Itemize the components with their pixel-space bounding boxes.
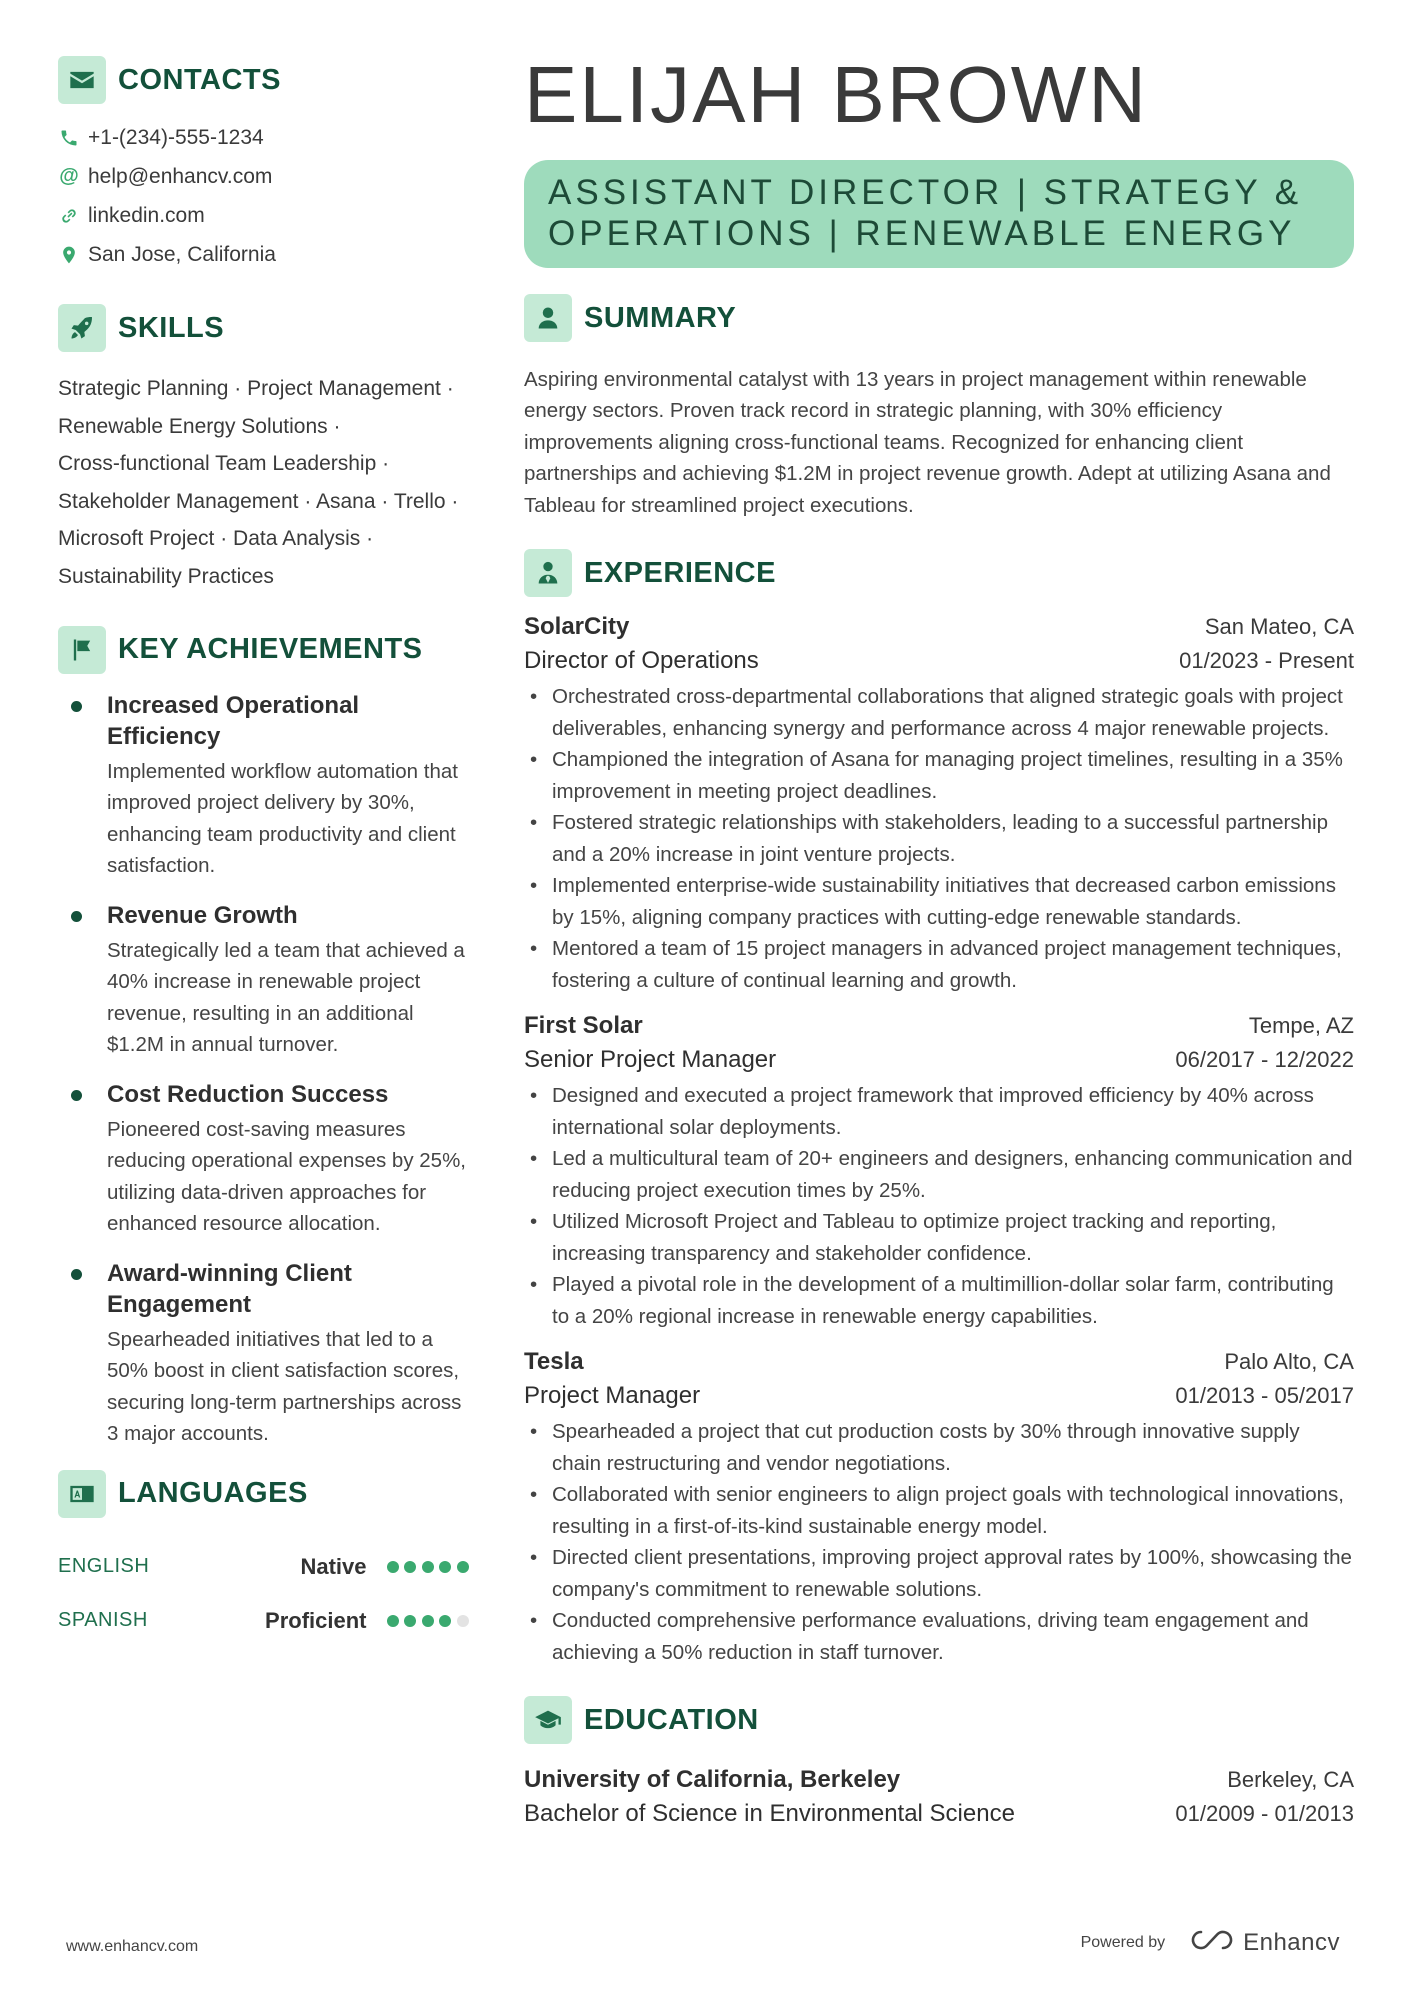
education-entry [524,1766,1354,1828]
job-company: First Solar [524,1012,643,1040]
email-value: help@enhancv.com [88,164,273,188]
job-entry [524,1348,1354,1668]
job-bullet: • Utilized Microsoft Project and Tableau to optimize project tracking and reporting, increasing transparency and stakeholder confidence. [524,1206,1354,1269]
job-dates: 01/2023 - Present [1179,648,1354,674]
job-dates: 06/2017 - 12/2022 [1175,1047,1354,1073]
footer-website[interactable]: www.enhancv.com [66,1938,199,1955]
job-title-line: OPERATIONS | RENEWABLE ENERGY [548,214,1296,253]
skills-line: Sustainability Practices [58,564,274,588]
education-section-header [524,1696,1354,1744]
rating-dot-filled [422,1561,434,1573]
contacts-heading: CONTACTS [118,63,281,96]
job-bullet: • Led a multicultural team of 20+ engineers and designers, enhancing communication and reducing project execution times by 25%. [524,1143,1354,1206]
achievement-desc: Pioneered cost-saving measures reducing operational expenses by 25%, utilizing data-driven approaches for enhanced resource allocation. [107,1117,466,1236]
job-bullets [524,1080,1354,1332]
language-row [58,1540,474,1594]
flag-icon [58,626,106,674]
job-company: SolarCity [524,613,630,641]
briefcase-person-icon [524,549,572,597]
language-level: Native [300,1553,367,1579]
envelope-icon [58,56,106,104]
achievement-desc: Spearheaded initiatives that led to a 50% boost in client satisfaction scores, securing long-term partnerships across 3 major accounts. [107,1327,462,1446]
job-bullet: • Championed the integration of Asana for managing project timelines, resulting in a 35% improvement in meeting project deadlines. [524,744,1354,807]
skills-section-header [58,304,474,352]
footer-branding [1081,1928,1340,1957]
achievement-item [58,690,474,882]
achievement-desc: Strategically led a team that achieved a 40% increase in renewable project revenue, resulting in an additional $1.2M in annual turnover. [107,938,465,1057]
contact-email[interactable] [58,157,474,196]
achievement-title: Award-winning Client Engagement [107,1259,352,1318]
job-title-banner [524,160,1354,268]
contact-linkedin[interactable] [58,196,474,235]
language-level: Proficient [265,1607,367,1633]
job-role: Project Manager [524,1382,701,1410]
achievements-heading: KEY ACHIEVEMENTS [118,633,423,666]
job-bullets [524,1416,1354,1668]
job-bullet: • Fostered strategic relationships with stakeholders, leading to a successful partnership and a 20% increase in joint venture projects. [524,807,1354,870]
rating-dot-filled [439,1561,451,1573]
skills-line: Renewable Energy Solutions · [58,414,341,438]
job-role: Director of Operations [524,647,759,675]
job-title-line: ASSISTANT DIRECTOR | STRATEGY & [548,173,1303,212]
achievement-title: Increased Operational Efficiency [107,691,360,750]
linkedin-value: linkedin.com [88,203,205,227]
rocket-icon [58,304,106,352]
rating-dot-filled [387,1561,399,1573]
education-location: Berkeley, CA [1227,1767,1354,1793]
education-heading: EDUCATION [584,1703,759,1736]
enhancv-brand: Enhancv [1243,1928,1340,1956]
powered-by-label: Powered by [1080,1933,1166,1951]
contact-phone[interactable] [58,118,474,157]
languages-list [58,1540,474,1648]
job-bullet: • Designed and executed a project framework that improved efficiency by 40% across international solar deployments. [524,1080,1354,1143]
location-pin-icon [58,244,80,266]
phone-value: +1-(234)-555-1234 [88,125,264,149]
job-bullet: • Orchestrated cross-departmental collaborations that aligned strategic goals with project deliverables, enhancing synergy and performance across 4 major renewable projects. [524,681,1354,744]
contacts-list [58,118,474,274]
skills-line: Strategic Planning · Project Management · [58,377,454,400]
job-location: San Mateo, CA [1204,614,1354,640]
job-entry [524,1012,1354,1332]
achievement-item [58,1258,474,1450]
job-location: Palo Alto, CA [1224,1349,1354,1375]
job-bullet: • Collaborated with senior engineers to align project goals with technological innovations, resulting in a first-of-its-kind sustainable energy model. [524,1479,1354,1542]
language-name: ENGLISH [58,1555,150,1578]
experience-heading: EXPERIENCE [584,556,776,589]
job-bullet: • Spearheaded a project that cut production costs by 30% through innovative supply chain restructuring and vendor negotiations. [524,1416,1354,1479]
job-entry [524,613,1354,996]
skills-line: Microsoft Project · Data Analysis · [58,527,374,551]
skills-heading: SKILLS [118,311,225,344]
bullet-dot [71,701,82,712]
achievements-list [58,690,474,1450]
job-role: Senior Project Manager [524,1046,777,1074]
rating-dot-filled [404,1615,416,1627]
language-name: SPANISH [58,1609,148,1632]
graduation-cap-icon [524,1696,572,1744]
link-icon [58,205,80,227]
rating-dot-filled [422,1615,434,1627]
bullet-dot [71,1090,82,1101]
rating-dot-filled [457,1561,469,1573]
rating-dot-filled [439,1615,451,1627]
rating-dot-filled [387,1615,399,1627]
achievement-title: Revenue Growth [107,901,298,929]
location-value: San Jose, California [88,242,276,266]
job-dates: 01/2013 - 05/2017 [1175,1383,1354,1409]
language-row [58,1594,474,1648]
right-column [524,50,1354,1828]
education-degree: Bachelor of Science in Environmental Science [524,1800,1015,1828]
job-bullet: • Mentored a team of 15 project managers in advanced project management techniques, fostering a culture of continual learning and growth. [524,933,1354,996]
job-location: Tempe, AZ [1248,1013,1354,1039]
job-company: Tesla [524,1348,584,1376]
education-dates: 01/2009 - 01/2013 [1175,1801,1354,1827]
summary-text: Aspiring environmental catalyst with 13 years in project management within renewable energy sectors. Proven track record in strategic planning, with 30% efficiency improvements aligning cross-functional teams. Recognized for enhancing client partnerships and achieving $1.2M in project revenue growth. Adept at utilizing Asana and Tableau for streamlined project executions. [524,368,1331,517]
bullet-dot [71,1269,82,1280]
rating-dot-empty [457,1615,469,1627]
rating-dot-filled [404,1561,416,1573]
skills-line: Cross-functional Team Leadership · [58,452,390,476]
skills-line: Stakeholder Management · Asana · Trello · [58,489,459,513]
left-column [58,56,474,1648]
achievements-section-header [58,626,474,674]
language-rating [387,1615,475,1627]
candidate-name: ELIJAH BROWN [524,50,1149,139]
summary-section-header [524,294,1354,342]
person-icon [524,294,572,342]
skills-list [58,370,474,596]
job-bullet: • Directed client presentations, improving project approval rates by 100%, showcasing the company's commitment to renewable solutions. [524,1542,1354,1605]
experience-section-header [524,549,1354,597]
summary-heading: SUMMARY [584,301,737,334]
achievement-item [58,900,474,1061]
languages-section-header [58,1470,474,1518]
bullet-dot [71,911,82,922]
achievement-desc: Implemented workflow automation that improved project delivery by 30%, enhancing team productivity and client satisfaction. [107,759,458,878]
job-bullet: • Conducted comprehensive performance evaluations, driving team engagement and achieving a 50% reduction in staff turnover. [524,1605,1354,1668]
contacts-section-header [58,56,474,104]
job-bullet: • Played a pivotal role in the development of a multimillion-dollar solar farm, contributing to a 20% regional increase in renewable energy capabilities. [524,1269,1354,1332]
achievement-item [58,1079,474,1240]
phone-icon [58,127,80,149]
language-icon [58,1470,106,1518]
achievement-title: Cost Reduction Success [107,1080,389,1108]
languages-heading: LANGUAGES [118,1477,308,1510]
language-rating [387,1561,475,1573]
enhancv-logo-icon [1189,1928,1235,1957]
job-bullets [524,681,1354,996]
education-school: University of California, Berkeley [524,1766,901,1794]
job-bullet: • Implemented enterprise-wide sustainability initiatives that decreased carbon emissions by 15%, aligning company practices with cutting-edge renewable standards. [524,870,1354,933]
at-icon: @ [59,165,79,187]
contact-location [58,235,474,274]
